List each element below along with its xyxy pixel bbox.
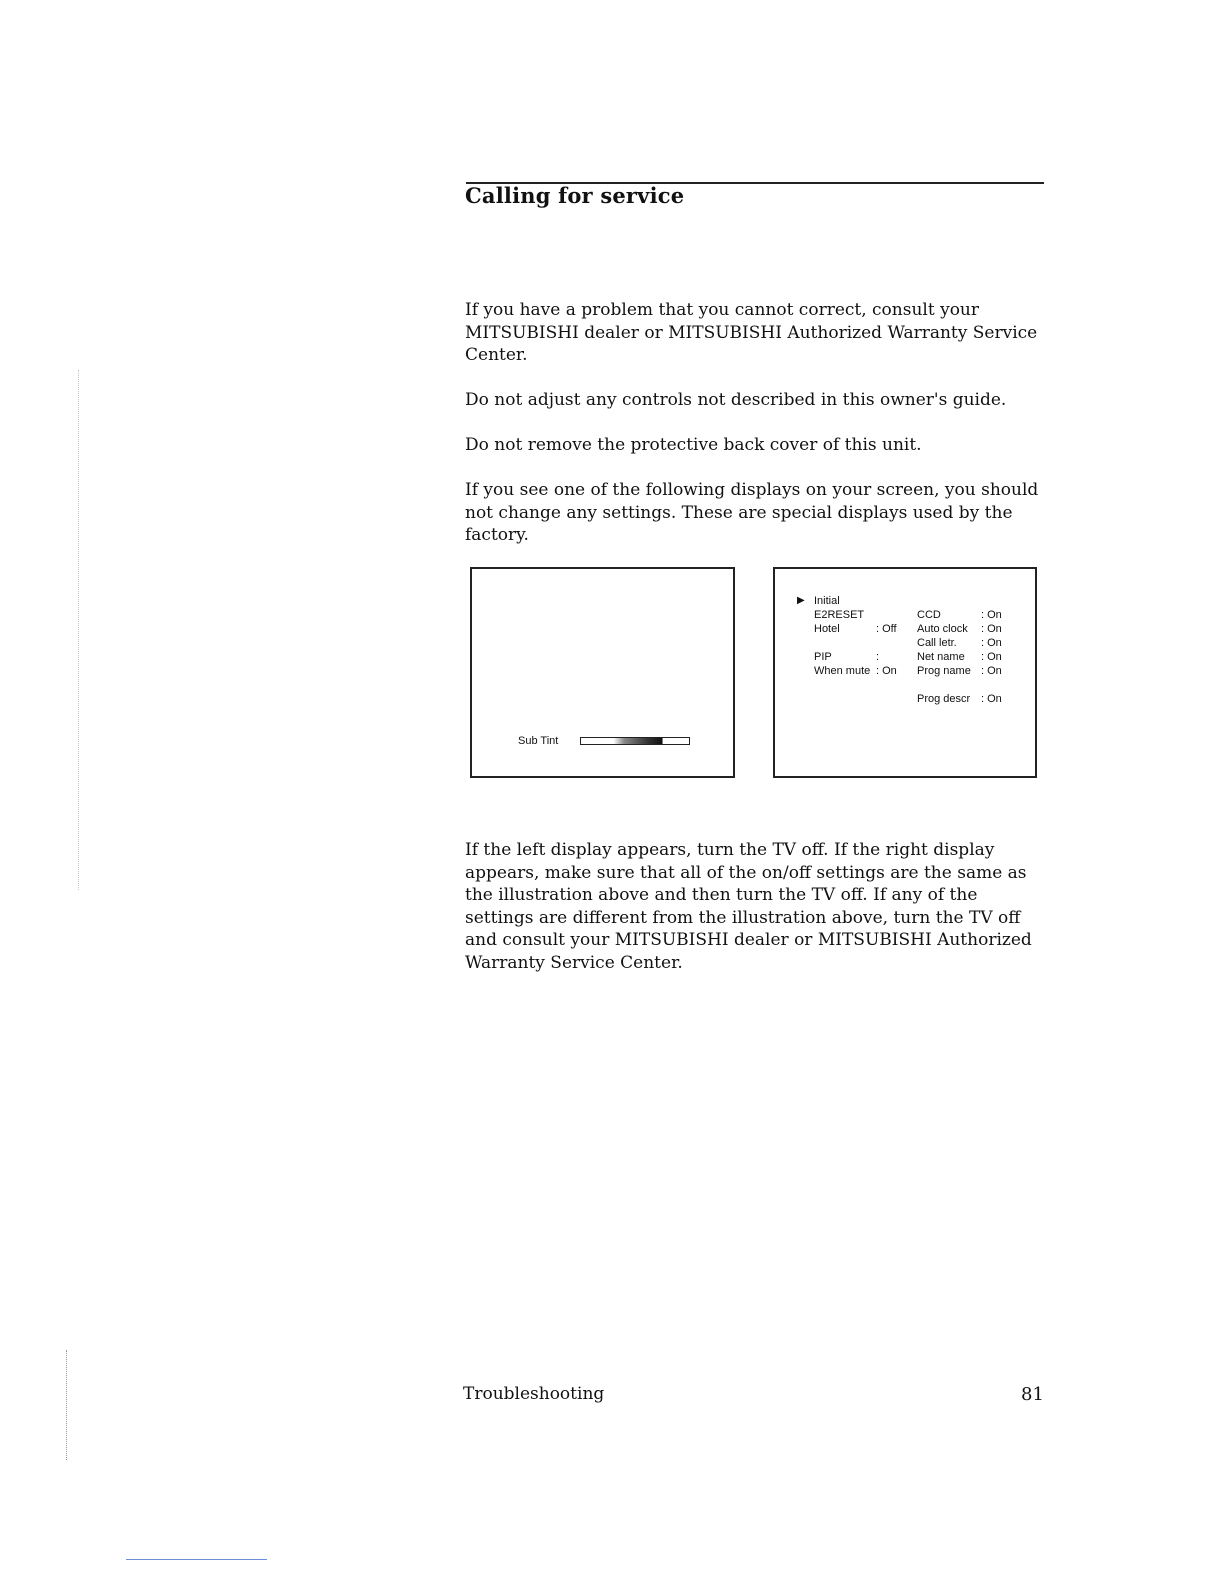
menu-item-auto-clock-value: : On <box>981 623 1002 635</box>
bottom-edge-line <box>126 1559 267 1560</box>
page-title: Calling for service <box>465 183 685 208</box>
menu-item-prog-name-value: : On <box>981 665 1002 677</box>
sub-tint-level-bar <box>580 737 690 745</box>
menu-item-ccd-label: CCD <box>917 609 941 621</box>
scan-margin-marks-lower <box>66 1350 69 1460</box>
menu-item-hotel-label: Hotel <box>814 623 840 635</box>
menu-item-pip-value: : <box>876 651 880 663</box>
play-arrow-icon: ▶ <box>797 595 805 606</box>
menu-item-auto-clock-label: Auto clock <box>917 623 968 635</box>
menu-item-hotel-value: : Off <box>876 623 897 635</box>
menu-item-net-name-value: : On <box>981 651 1002 663</box>
scan-margin-marks <box>78 370 83 890</box>
paragraph-no-adjust: Do not adjust any controls not described in this owner's guide. <box>465 390 1007 410</box>
paragraph-consult-dealer: If you have a problem that you cannot correct, consult your MITSUBISHI dealer or MITSUBISHI Authorized Warranty Service Center. <box>465 300 1038 365</box>
menu-item-prog-descr-label: Prog descr <box>917 693 971 705</box>
menu-item-when-mute-label: When mute <box>814 665 871 677</box>
menu-item-call-letr-label: Call letr. <box>917 637 957 649</box>
sub-tint-label: Sub Tint <box>518 735 559 747</box>
paragraph-display-instructions: If the left display appears, turn the TV off. If the right display appears, make sure that all of the on/off settings are the same as the illustration above and then turn the TV off. If any of the settings are different from the illustration above, turn the TV off and consult your MITSUBISHI dealer or MITSUBISHI Authorized Warranty Service Center. <box>465 840 1032 973</box>
menu-item-e2reset: E2RESET <box>814 609 865 621</box>
menu-item-initial: Initial <box>814 595 840 607</box>
menu-item-when-mute-value: : On <box>876 665 897 677</box>
paragraph-no-remove-cover: Do not remove the protective back cover of this unit. <box>465 435 922 455</box>
left-display-illustration <box>470 567 735 778</box>
menu-item-ccd-value: : On <box>981 609 1002 621</box>
right-display-illustration <box>773 567 1037 778</box>
sub-tint-level-fill <box>581 738 689 744</box>
page-number: 81 <box>1021 1384 1044 1405</box>
menu-item-prog-name-label: Prog name <box>917 665 971 677</box>
paragraph-special-displays: If you see one of the following displays on your screen, you should not change any settings. These are special displays used by the factory. <box>465 480 1039 545</box>
menu-item-net-name-label: Net name <box>917 651 965 663</box>
menu-item-pip-label: PIP <box>814 651 832 663</box>
footer-section-name: Troubleshooting <box>463 1384 605 1404</box>
menu-item-call-letr-value: : On <box>981 637 1002 649</box>
menu-item-prog-descr-value: : On <box>981 693 1002 705</box>
